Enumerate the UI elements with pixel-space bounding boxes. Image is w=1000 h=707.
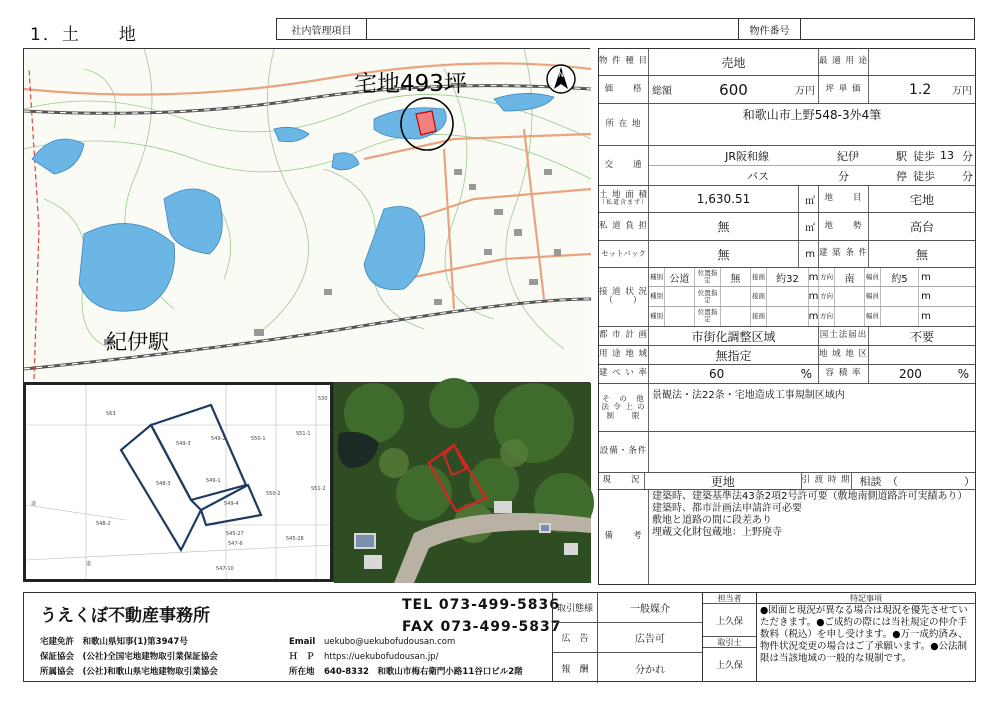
row-city-plan: 都 市 計 画 市街化調整区域 国土法届出 不要 (599, 327, 975, 346)
road-pos (721, 287, 751, 305)
lot-label: 548-3 (156, 481, 171, 487)
row-transport: 交 通 JR阪和線 紀伊 駅 徒歩 13 分 バス 分 停 徒歩 分 (599, 146, 975, 186)
lot-label: S51-1 (296, 431, 311, 437)
road-dir-lbl: 方向 (819, 307, 835, 326)
aerial-photo (333, 382, 590, 582)
road-dir (835, 307, 865, 326)
road-dir: 南 (835, 268, 865, 286)
property-table (598, 48, 976, 585)
lot-label: 549-4 (224, 501, 239, 507)
road-width-lbl: 幅員 (865, 307, 881, 326)
row-location: 所 在 地 和歌山市上野548-3外4筆 (599, 104, 975, 146)
row-area: 土 地 面 積 （私道含まず） 1,630.51 ㎡ 地 目 宅地 (599, 186, 975, 213)
lot-label: 563 (106, 411, 116, 417)
station-label: 紀伊駅 (106, 330, 169, 354)
page-title: 1．土 地 (30, 25, 138, 45)
lot-label: 549-3 (176, 441, 191, 447)
lot-label: 道 (86, 561, 92, 567)
road-width-lbl: 幅員 (865, 287, 881, 305)
type-value: 売地 (649, 49, 819, 75)
road-pos: 無 (721, 268, 751, 286)
road-contact (767, 287, 809, 305)
hp-link[interactable]: https://uekubofudousan.jp/ (324, 652, 439, 662)
lot-label: 548-2 (96, 521, 111, 527)
lot-label: 道 (31, 501, 37, 507)
row-facilities: 設備・条件 (599, 432, 975, 473)
lot-label: 545-28 (286, 536, 304, 542)
road-type (665, 287, 695, 305)
lot-label: 550-2 (266, 491, 281, 497)
row-setback: セットバック 無 m 建 築 条 件 無 (599, 241, 975, 268)
row-private-road: 私 道 負 担 無 ㎡ 地 勢 高台 (599, 213, 975, 241)
company-name: うえくぼ不動産事務所 (40, 606, 210, 626)
location-value: 和歌山市上野548-3外4筆 (742, 108, 882, 122)
special-notes: 特記事項 ●図面と現況が異なる場合は現況を優先させていただきます。●ご成約の際には当社規定の仲介手数料（税込）を申し受けます。●万一成約済み、物件状況変更の場合はご了承願います。●公法制限は当該地域の一般的な規制です。 (756, 593, 975, 681)
deal-table: 取引態様 一般媒介 広 告 広告可 報 酬 分かれ (552, 593, 702, 681)
road-access-row (649, 287, 975, 306)
row-other-laws: そ の 他 法 令 上 の 制 限 景観法・法22条・宅地造成工事規制区域内 (599, 384, 975, 432)
road-type: 公道 (665, 268, 695, 286)
remark-line: 敷地と道路の間に段差あり (652, 515, 772, 526)
road-contact-lbl: 接面 (751, 287, 767, 305)
row-remarks: 備 考 建築時、建築基準法43条2項2号許可要（敷地南側道路許可実績あり） 建築時、都市計画法申請許可必要 敷地と道路の間に段差あり 埋蔵文化財包蔵地：上野廃寺 (599, 490, 975, 584)
row-status: 現 況 更地 引 渡 時 期 相談 （ ） (599, 473, 975, 490)
road-dir (835, 287, 865, 305)
fax-number: FAX 073-499-5837 (402, 619, 562, 635)
road-dir-lbl: 方向 (819, 268, 835, 286)
remark-line: 建築時、都市計画法申請許可必要 (652, 503, 802, 514)
company-footer: うえくぼ不動産事務所 宅建免許 和歌山県知事(1)第3947号 保証協会 (公社)全国宅地建物取引業保証協会 所属協会 (公社)和歌山県宅地建物取引業協会 TEL 073-499-5836 FAX 073-499-5837 Email Ｈ Ｐ 所在地 uekubo@uekubofudousan.com https://uekubofudousan.jp/ 640-8332 和歌山市梅右衛門小路11谷口ビル2階 取引態様 一般媒介 広 告 広告可 報 酬 分かれ 担当者 上久保 取引士 上久保 特記事項 ●図面と現況が異なる場合は現況を優先させていただきます。●ご成約の際には当社規定の仲介手数料（税込）を申し受けます。●万一成約済み、物件状況変更の場合はご了承願います。●公法制限は当該地域の一般的な規制です。 (23, 592, 976, 682)
road-access-row (649, 307, 975, 326)
lot-label: 547-6 (228, 541, 243, 547)
chimoku-value: 宅地 (909, 192, 934, 207)
road-width (881, 287, 919, 305)
road-width-unit: m (921, 310, 931, 322)
staff-table: 担当者 上久保 取引士 上久保 (702, 593, 756, 681)
property-no-field[interactable] (801, 19, 974, 39)
row-type: 物 件 種 目 売地 最 適 用 途 (599, 49, 975, 76)
road-contact-lbl: 接面 (751, 268, 767, 286)
property-no-label: 物件番号 (739, 19, 801, 39)
tel-number[interactable]: TEL 073-499-5836 (402, 597, 560, 613)
road-type-lbl: 種別 (649, 268, 665, 286)
remark-line: 埋蔵文化財包蔵地：上野廃寺 (652, 527, 782, 538)
road-type-lbl: 種別 (649, 287, 665, 305)
road-contact-unit: m (809, 268, 819, 286)
lot-label: 549-2 (211, 436, 226, 442)
row-road-access: 接 道 状 況 （ ） 種別 公道 位置指定 無 接面 約32 m 方向 南 幅員 約5 m 種別 位置指定 接面 m 方向 幅員 m 種別 位置指定 接面 m 方向 幅員 m (599, 268, 975, 327)
area-value: 1,630.51 (649, 186, 799, 212)
road-contact (767, 307, 809, 326)
road-width: 約5 (881, 268, 919, 286)
road-access-row (649, 268, 975, 287)
row-coverage: 建 ぺ い 率 60 % 容 積 率 200 % (599, 365, 975, 384)
internal-label: 社内管理項目 (277, 19, 367, 39)
road-pos-lbl: 位置指定 (695, 307, 721, 326)
road-contact-unit: m (809, 287, 819, 305)
lot-label: 530 (318, 396, 328, 402)
road-contact-lbl: 接面 (751, 307, 767, 326)
management-bar (276, 18, 975, 40)
road-width-unit: m (921, 271, 931, 283)
lot-label: S51-2 (311, 486, 326, 492)
road-contact: 約32 (767, 268, 809, 286)
price-value: 600 (719, 80, 748, 99)
road-dir-lbl: 方向 (819, 287, 835, 305)
tsubo-value: 1.2 (909, 81, 932, 98)
plot-plan (23, 382, 333, 582)
lot-label: 545-27 (226, 531, 244, 537)
road-type-lbl: 種別 (649, 307, 665, 326)
road-type (665, 307, 695, 326)
email-link[interactable]: uekubo@uekubofudousan.com (324, 637, 456, 647)
remark-line: 建築時、建築基準法43条2項2号許可要（敷地南側道路許可実績あり） (652, 491, 968, 502)
road-pos-lbl: 位置指定 (695, 268, 721, 286)
lot-label: 547-10 (216, 566, 234, 572)
row-price: 価 格 総額 600 万円 坪 単 価 1.2 万円 (599, 76, 975, 104)
road-width (881, 307, 919, 326)
road-pos (721, 307, 751, 326)
site-label: 宅地493坪 (354, 71, 467, 97)
road-width-lbl: 幅員 (865, 268, 881, 286)
lot-label: 549-1 (206, 478, 221, 484)
road-width-unit: m (921, 291, 931, 303)
location-map (23, 48, 590, 382)
north-arrow-icon: N (558, 70, 564, 79)
road-contact-unit: m (809, 307, 819, 326)
lot-label: 550-1 (251, 436, 266, 442)
internal-field[interactable] (367, 19, 739, 39)
road-pos-lbl: 位置指定 (695, 287, 721, 305)
row-use-zone: 用 途 地 域 無指定 地 域 地 区 (599, 346, 975, 365)
